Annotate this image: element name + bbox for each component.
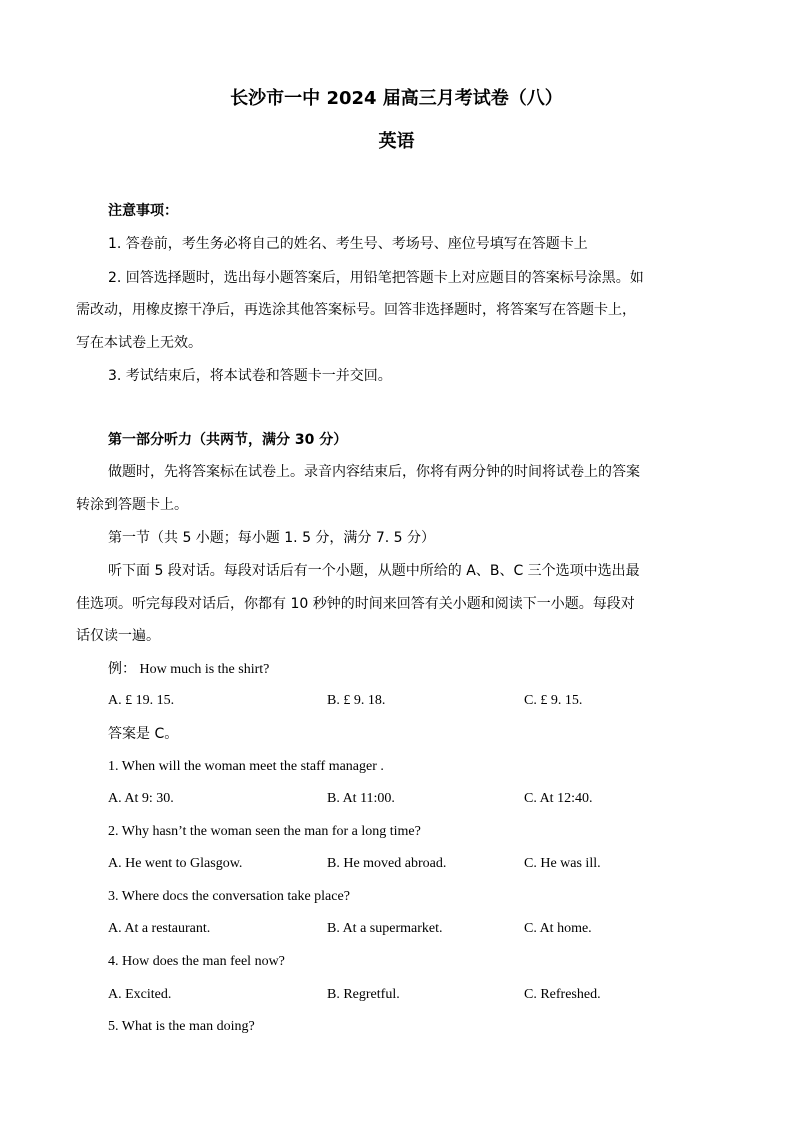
question-3: 3. Where docs the conversation take place?: [108, 889, 350, 904]
question-2-option-b: B. He moved abroad.: [327, 856, 447, 871]
subject-title: 英语: [378, 131, 415, 152]
example-prompt: [108, 659, 269, 680]
notice-item-2-line-3: 写在本试卷上无效。: [76, 335, 202, 351]
notice-item-2-line-2: 需改动，用橡皮擦干净后，再选涂其他答案标号。回答非选择题时，将答案写在答题卡上，: [76, 302, 636, 318]
section1-instruction-line-2: 佳选项。听完每段对话后，你都有 10 秒钟的时间来回答有关小题和阅读下一小题。每段对: [76, 596, 635, 612]
question-1-option-b: B. At 11:00.: [327, 791, 395, 806]
section1-instruction-line-1: 听下面 5 段对话。每段对话后有一个小题，从题中所给的 A、B、C 三个选项中选出最: [108, 563, 640, 579]
part1-intro-line-1: 做题时，先将答案标在试卷上。录音内容结束后，你将有两分钟的时间将试卷上的答案: [108, 464, 640, 480]
part1-intro-line-2: 转涂到答题卡上。: [76, 497, 188, 513]
question-1: 1. When will the woman meet the staff manager .: [108, 759, 384, 774]
question-3-option-c: C. At home.: [524, 921, 592, 936]
example-option-a: A. £ 19. 15.: [108, 693, 175, 708]
question-2-option-a: A. He went to Glasgow.: [108, 856, 243, 871]
question-3-option-a: A. At a restaurant.: [108, 921, 211, 936]
question-2: 2. Why hasn’t the woman seen the man for a long time?: [108, 824, 421, 839]
question-4: 4. How does the man feel now?: [108, 954, 285, 969]
notice-heading: 注意事项：: [108, 203, 178, 219]
example-prompt-text: 例： How much is the shirt?: [108, 662, 270, 677]
example-option-c: C. £ 9. 15.: [524, 693, 583, 708]
notice-item-1: 1. 答卷前，考生务必将自己的姓名、考生号、考场号、座位号填写在答题卡上: [108, 236, 588, 252]
notice-item-2-line-1: 2. 回答选择题时，选出每小题答案后，用铅笔把答题卡上对应题目的答案标号涂黑。如: [108, 270, 644, 286]
question-4-option-a: A. Excited.: [108, 987, 172, 1002]
section1-instruction-line-3: 话仅读一遍。: [76, 628, 160, 644]
question-2-option-c: C. He was ill.: [524, 856, 601, 871]
question-4-option-b: B. Regretful.: [327, 987, 400, 1002]
example-option-b: B. £ 9. 18.: [327, 693, 386, 708]
exam-title: 长沙市一中 2024 届高三月考试卷（八）: [230, 88, 563, 109]
part1-heading: 第一部分听力（共两节，满分 30 分）: [108, 432, 348, 448]
question-4-option-c: C. Refreshed.: [524, 987, 601, 1002]
example-answer: 答案是 C。: [108, 726, 179, 742]
question-1-option-c: C. At 12:40.: [524, 791, 593, 806]
question-5: 5. What is the man doing?: [108, 1019, 255, 1034]
question-3-option-b: B. At a supermarket.: [327, 921, 443, 936]
notice-item-3: 3. 考试结束后，将本试卷和答题卡一并交回。: [108, 368, 392, 384]
question-1-option-a: A. At 9: 30.: [108, 791, 174, 806]
section1-heading: 第一节（共 5 小题；每小题 1. 5 分，满分 7. 5 分）: [108, 530, 436, 546]
